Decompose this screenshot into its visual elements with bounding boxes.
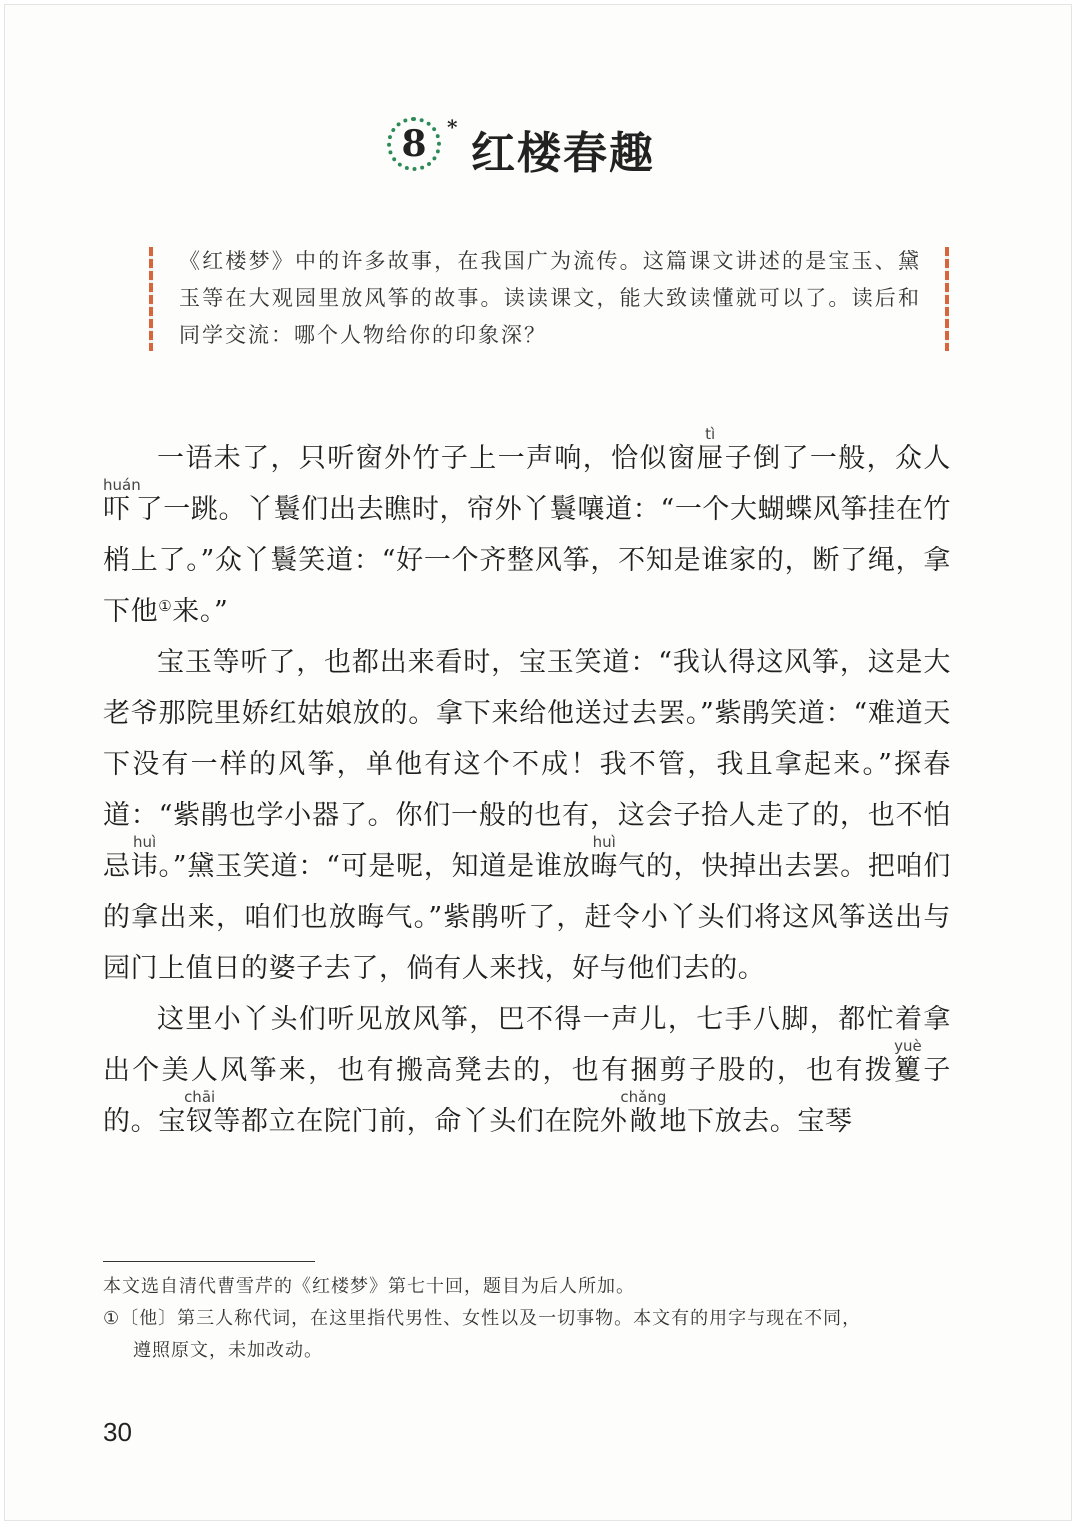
- pinyin-annotation: 敞chǎng: [620, 1088, 667, 1137]
- source-note: 本文选自清代曹雪芹的《红楼梦》第七十回，题目为后人所加。: [103, 1276, 635, 1297]
- lesson-title: 红楼春趣: [471, 128, 655, 179]
- pinyin-annotation: 讳huì: [130, 833, 159, 882]
- pinyin-annotation: 屉tì: [696, 425, 725, 474]
- paragraph-1: 一语未了，只听窗外竹子上一声响，恰似窗屉tì子倒了一般，众人吓huán了一跳。丫鬟们出去瞧时，帘外丫鬟嚷道：“一个大蝴蝶风筝挂在竹梢上了。”众丫鬟笑道：“好一个齐整风筝，不知是谁家的，断了绳，拿下他①来。”: [103, 425, 951, 627]
- intro-right-border: [945, 247, 949, 351]
- lesson-number: 8: [401, 123, 427, 165]
- lesson-number-badge: [387, 117, 441, 171]
- footnote-divider: [103, 1261, 315, 1262]
- paragraph-3: 这里小丫头们听见放风筝，巴不得一声儿，七手八脚，都忙着拿出个美人风筝来，也有搬高凳去的，也有捆剪子股的，也有拨籰yuè子的。宝钗chāi等都立在院门前，命丫头们在院外敞chǎng地下放去。宝琴: [103, 1004, 951, 1137]
- footnote-ref: ①: [158, 597, 173, 615]
- optional-lesson-mark: *: [447, 115, 458, 139]
- pinyin-annotation: 吓huán: [103, 476, 141, 525]
- footnote-1: ①〔他〕第三人称代词，在这里指代男性、女性以及一切事物。本文有的用字与现在不同，: [103, 1308, 862, 1329]
- pinyin-annotation: 籰yuè: [894, 1037, 922, 1086]
- pinyin-annotation: 晦huì: [590, 833, 619, 882]
- intro-text: 《红楼梦》中的许多故事，在我国广为流传。这篇课文讲述的是宝玉、黛玉等在大观园里放风筝的故事。读读课文，能大致读懂就可以了。读后和同学交流：哪个人物给你的印象深？: [179, 249, 921, 347]
- story-text: [103, 427, 951, 1147]
- intro-box: [149, 243, 949, 353]
- page-number: 30: [103, 1417, 132, 1447]
- footnotes: [103, 1271, 951, 1367]
- footnote-1-continued: 遵照原文，未加改动。: [133, 1340, 323, 1361]
- pinyin-annotation: 钗chāi: [184, 1088, 216, 1137]
- paragraph-2: 宝玉等听了，也都出来看时，宝玉笑道：“我认得这风筝，这是大老爷那院里娇红姑娘放的。拿下来给他送过去罢。”紫鹃笑道：“难道天下没有一样的风筝，单他有这个不成！我不管，我且拿起来。”探春道：“紫鹃也学小器了。你们一般的也有，这会子拾人走了的，也不怕忌讳huì。”黛玉笑道：“可是呢，知道是谁放晦huì气的，快掉出去罢。把咱们的拿出来，咱们也放晦气。”紫鹃听了，赶令小丫头们将这风筝送出与园门上值日的婆子去了，倘有人来找，好与他们去的。: [103, 647, 952, 984]
- intro-left-border: [149, 247, 153, 351]
- textbook-page: [4, 4, 1072, 1521]
